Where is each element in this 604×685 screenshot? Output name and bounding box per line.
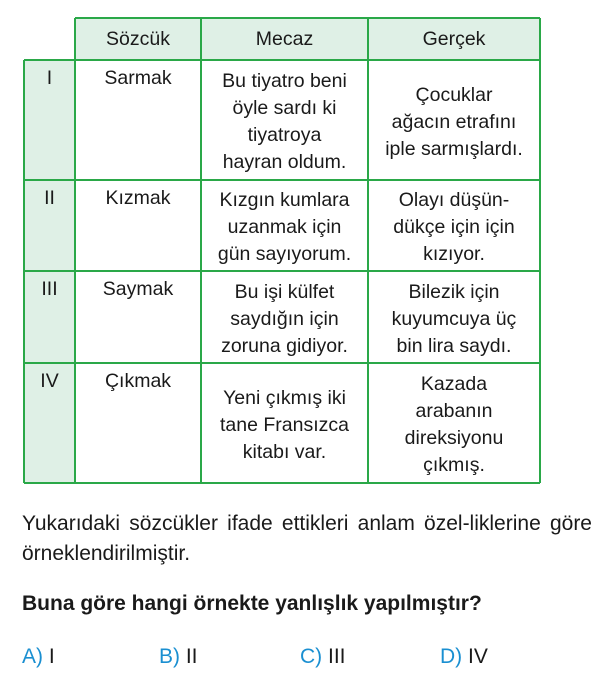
row-mecaz	[202, 61, 367, 179]
text-line: dükçe için için	[393, 216, 515, 238]
text-line: direksiyonu	[404, 427, 504, 449]
question-prompt: Buna göre hangi örnekte yanlışlık yapılmıştır?	[22, 592, 482, 615]
option-a[interactable]	[22, 643, 55, 671]
row-mecaz	[202, 181, 367, 270]
text-line: Yeni çıkmış iki	[223, 386, 346, 409]
text-line: kitabı var.	[242, 440, 327, 463]
text-line: zoruna gidiyor.	[221, 334, 348, 357]
row-gercek	[369, 272, 539, 362]
text-line: Bu işi külfet	[234, 280, 335, 303]
text-line: Bu tiyatro beni	[222, 70, 347, 92]
text-line: Kazada	[420, 373, 488, 395]
text-line: gün sayıyorum.	[217, 243, 352, 265]
row-mecaz	[202, 364, 367, 482]
header-mecaz: Mecaz	[202, 19, 367, 59]
row-gercek	[369, 364, 539, 482]
header-sozcuk: Sözcük	[76, 19, 200, 59]
text-line: Bilezik için	[408, 280, 500, 303]
option-b[interactable]	[159, 643, 198, 671]
row-word: Çıkmak	[104, 370, 172, 392]
text-line: kuyumcuya üç	[391, 307, 517, 330]
option-value: IV	[468, 645, 488, 668]
option-value: II	[185, 645, 198, 668]
option-value: III	[328, 645, 346, 668]
option-value: I	[48, 645, 55, 668]
text-line: öyle sardı ki	[232, 97, 337, 119]
option-d[interactable]	[440, 643, 488, 671]
option-letter: A)	[22, 645, 43, 668]
row-gercek	[369, 61, 539, 179]
text-line: kızıyor.	[423, 243, 485, 265]
text-line: bin lira saydı.	[396, 334, 512, 357]
row-number: IV	[25, 364, 74, 482]
text-line: saydığın için	[230, 307, 339, 330]
row-number: II	[25, 181, 74, 270]
text-line: çıkmış.	[423, 454, 485, 476]
text-line: uzanmak için	[227, 216, 342, 238]
text-line: Olayı düşün-	[398, 189, 510, 211]
text-line: hayran oldum.	[222, 151, 347, 173]
text-line: tane Fransızca	[220, 413, 349, 436]
row-number: III	[25, 272, 74, 362]
text-line: iple sarmışlardı.	[385, 137, 523, 160]
text-line: Kızgın kumlara	[219, 189, 350, 211]
text-line: ağacın etrafını	[391, 110, 517, 133]
option-letter: C)	[300, 645, 323, 668]
text-line: arabanın	[415, 400, 493, 422]
question-text: Yukarıdaki sözcükler ifade ettikleri anlam özel-liklerine göre örneklendirilmiştir.	[22, 512, 592, 565]
option-letter: B)	[159, 645, 180, 668]
row-word: Sarmak	[104, 67, 172, 89]
row-word: Kızmak	[105, 187, 171, 209]
row-mecaz	[202, 272, 367, 362]
text-line: tiyatroya	[247, 124, 322, 146]
text-line: Çocuklar	[415, 83, 493, 106]
row-gercek	[369, 181, 539, 270]
option-letter: D)	[440, 645, 463, 668]
header-gercek: Gerçek	[369, 19, 539, 59]
row-number: I	[25, 61, 74, 179]
row-word: Saymak	[102, 278, 174, 300]
option-c[interactable]	[300, 643, 346, 671]
